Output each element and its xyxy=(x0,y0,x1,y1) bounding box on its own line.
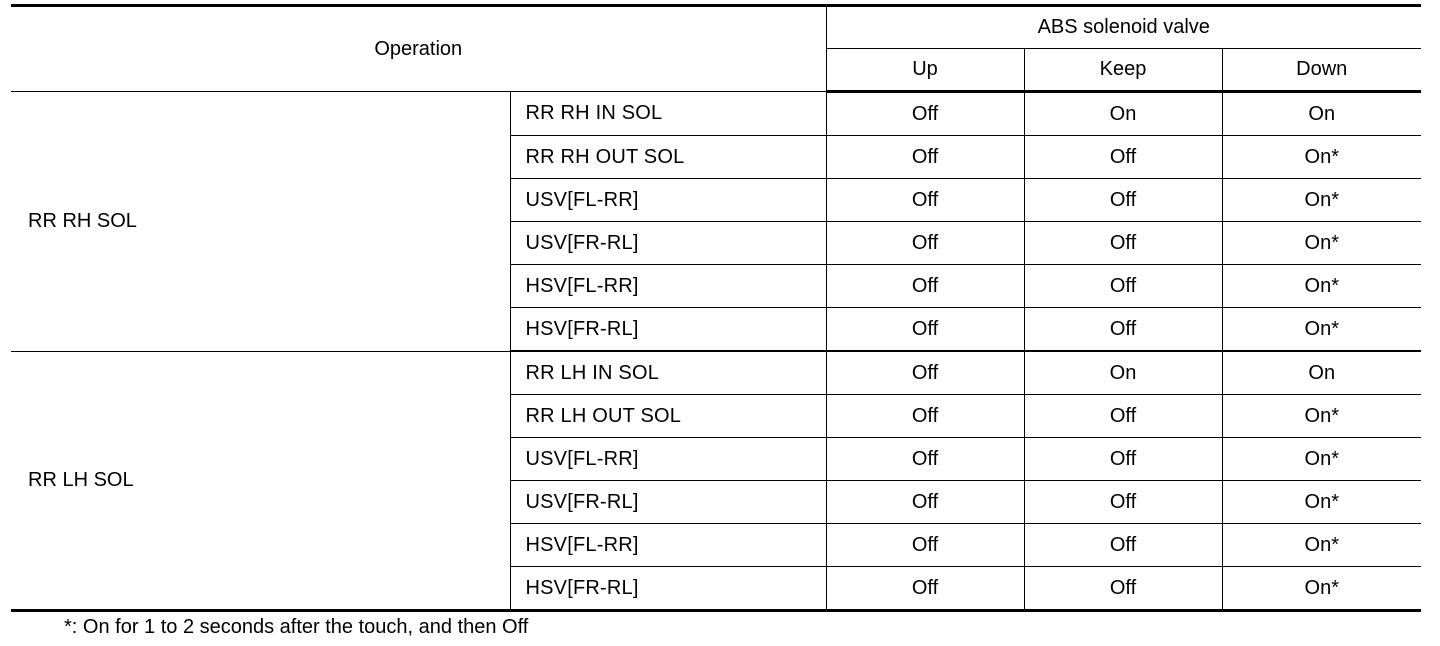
keep-cell: Off xyxy=(1024,567,1222,611)
up-cell: Off xyxy=(826,265,1024,308)
item-cell: USV[FL-RR] xyxy=(510,438,826,481)
footnote: *: On for 1 to 2 seconds after the touch, and then Off xyxy=(64,616,529,638)
keep-cell: Off xyxy=(1024,395,1222,438)
up-cell: Off xyxy=(826,395,1024,438)
keep-cell: Off xyxy=(1024,179,1222,222)
keep-cell: Off xyxy=(1024,136,1222,179)
item-cell: RR RH IN SOL xyxy=(510,92,826,136)
up-cell: Off xyxy=(826,438,1024,481)
down-cell: On* xyxy=(1222,438,1421,481)
group-label-rr-lh-sol: RR LH SOL xyxy=(11,351,510,611)
item-cell: HSV[FR-RL] xyxy=(510,308,826,352)
up-cell: Off xyxy=(826,481,1024,524)
keep-cell: On xyxy=(1024,92,1222,136)
up-cell: Off xyxy=(826,136,1024,179)
item-cell: HSV[FL-RR] xyxy=(510,265,826,308)
keep-cell: Off xyxy=(1024,438,1222,481)
down-cell: On* xyxy=(1222,265,1421,308)
abs-solenoid-valve-header: ABS solenoid valve xyxy=(826,6,1421,49)
table-row xyxy=(11,92,1421,136)
up-cell: Off xyxy=(826,567,1024,611)
group-label-rr-rh-sol: RR RH SOL xyxy=(11,92,510,352)
item-cell: USV[FR-RL] xyxy=(510,481,826,524)
item-cell: RR LH IN SOL xyxy=(510,351,826,395)
item-cell: USV[FR-RL] xyxy=(510,222,826,265)
item-cell: HSV[FR-RL] xyxy=(510,567,826,611)
up-cell: Off xyxy=(826,222,1024,265)
down-cell: On* xyxy=(1222,524,1421,567)
keep-cell: Off xyxy=(1024,481,1222,524)
down-cell: On* xyxy=(1222,567,1421,611)
keep-cell: On xyxy=(1024,351,1222,395)
operation-header: Operation xyxy=(11,6,826,92)
item-cell: HSV[FL-RR] xyxy=(510,524,826,567)
down-cell: On* xyxy=(1222,481,1421,524)
item-cell: USV[FL-RR] xyxy=(510,179,826,222)
up-cell: Off xyxy=(826,524,1024,567)
down-cell: On* xyxy=(1222,136,1421,179)
keep-cell: Off xyxy=(1024,308,1222,352)
column-header-up: Up xyxy=(826,49,1024,92)
up-cell: Off xyxy=(826,308,1024,352)
column-header-keep: Keep xyxy=(1024,49,1222,92)
keep-cell: Off xyxy=(1024,222,1222,265)
down-cell: On* xyxy=(1222,179,1421,222)
keep-cell: Off xyxy=(1024,265,1222,308)
table-row xyxy=(11,351,1421,395)
up-cell: Off xyxy=(826,351,1024,395)
down-cell: On* xyxy=(1222,308,1421,352)
item-cell: RR LH OUT SOL xyxy=(510,395,826,438)
abs-solenoid-table xyxy=(11,4,1421,612)
column-header-down: Down xyxy=(1222,49,1421,92)
up-cell: Off xyxy=(826,179,1024,222)
keep-cell: Off xyxy=(1024,524,1222,567)
item-cell: RR RH OUT SOL xyxy=(510,136,826,179)
down-cell: On* xyxy=(1222,395,1421,438)
down-cell: On xyxy=(1222,92,1421,136)
up-cell: Off xyxy=(826,92,1024,136)
down-cell: On* xyxy=(1222,222,1421,265)
down-cell: On xyxy=(1222,351,1421,395)
